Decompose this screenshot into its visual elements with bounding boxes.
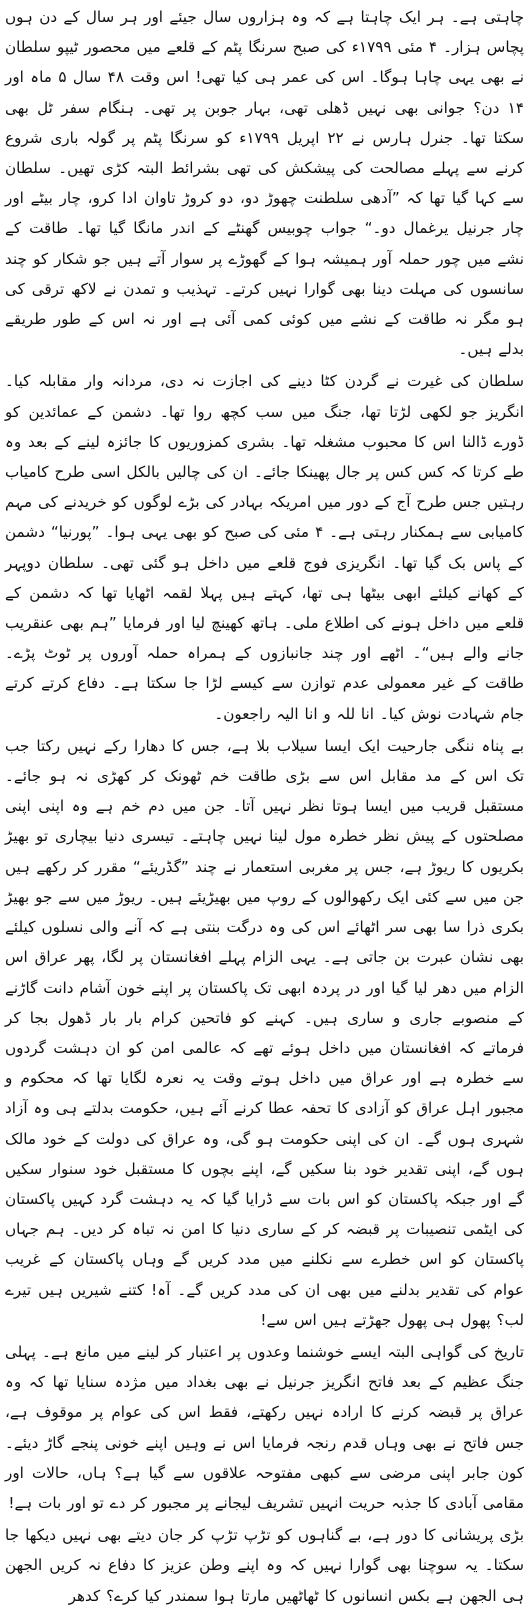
- paragraph-4: تاریخ کی گواہی البتہ ایسے خوشنما وعدوں پر اعتبار کر لینے میں مانع ہے۔ پہلی جنگ عظیم کے بعد فاتح انگریز جرنیل نے بھی بغداد میں مژدہ سنایا تھا کہ وہ عراق پر قبضہ کرنے کا ارادہ نہیں رکھتے، فقط اس کی عوام پر موقوف ہے، جس فاتح نے بھی وہاں قدم رنجہ فرمایا اس نے وہیں اپنے خونی پنجے گاڑ دیئے۔ کون جابر اپنی مرضی سے کبھی مفتوحہ علاقوں سے گیا ہے؟ ہاں، حالات اور مقامی آبادی کا جذبہ حریت انہیں تشریف لیجانے پر مجبور کر دے تو اور بات ہے!: [5, 1342, 524, 1512]
- paragraph-5: بڑی پریشانی کا دور ہے، بے گناہوں کو تڑپ تڑپ کر جان دیتے بھی نہیں دیکھا جا سکتا۔ یہ سوچنا بھی گوارا نہیں کہ وہ اپنے وطن عزیز کا دفاع نہ کریں الجھن ہی الجھن ہے بکس انسانوں کا ٹھاٹھیں مارتا ہوا سمندر کیا کرے؟ کدھر: [5, 1526, 524, 1605]
- paragraph-1: چاہتی ہے۔ ہر ایک چاہتا ہے کہ وہ ہزاروں سال جیئے اور ہر سال کے دن ہوں پچاس ہزار۔ ۴ مئی ۱۷۹۹ء کی صبح سرنگا پٹم کے قلعے میں محصور ٹیپو سلطان نے بھی یہی چاہا ہوگا۔ اس کی عمر ہی کیا تھی! اس وقت ۴۸ سال ۵ ماہ اور ۱۴ دن؟ جوانی بھی نہیں ڈھلی تھی، بہار جوبن پر تھی۔ ہنگام سفر ٹل بھی سکتا تھا۔ جنرل ہارس نے ۲۲ اپریل ۱۷۹۹ء کو سرنگا پٹم پر گولہ باری شروع کرنے سے پہلے مصالحت کی پیشکش کی تھی بشرائط البتہ کڑی تھیں۔ سلطان سے کہا گیا تھا کہ ”آدھی سلطنت چھوڑ دو، دو کروڑ تاوان ادا کرو، چار بیٹے اور چار جرنیل یرغمال دو۔“ جواب چوبیس گھنٹے کے اندر مانگا گیا تھا۔ طاقت کے نشے میں چور حملہ آور ہمیشہ ہوا کے گھوڑے پر سوار آتے ہیں جو شکار کو چند سانسوں کی مہلت دینا بھی گوارا نہیں کرتے۔ تہذیب و تمدن نے لاکھ ترقی کی ہو مگر نہ طاقت کے نشے میں کوئی کمی آئی ہے اور نہ اس کے طور طریقے بدلے ہیں۔: [5, 8, 524, 359]
- paragraph-2: سلطان کی غیرت نے گردن کٹا دینے کی اجازت نہ دی، مردانہ وار مقابلہ کیا۔ انگریز جو لکھی لڑتا تھا، جنگ میں سب کچھ روا تھا۔ دشمن کے عمائدین کو ڈورے ڈالنا اس کا محبوب مشغلہ تھا۔ بشری کمزوریوں کا جائزہ لینے کے بعد وہ طے کرتا کہ کس کس پر جال پھینکا جائے۔ ان کی چالیں بالکل اسی طرح کامیاب رہتیں جس طرح آج کے دور میں امریکہ بہادر کی بڑے لوگوں کو خریدنے کی مہم کامیابی سے ہمکنار رہتی ہے۔ ۴ مئی کی صبح کو بھی یہی ہوا۔ ”پورنیا“ دشمن کے پاس بک گیا تھا۔ انگریزی فوج قلعے میں داخل ہو گئی تھی۔ سلطان دوپہر کے کھانے کیلئے ابھی بیٹھا ہی تھا، کہتے ہیں پہلا لقمہ اٹھایا تھا کہ دشمن کے قلعے میں داخل ہونے کی اطلاع ملی۔ ہاتھ کھینچ لیا اور فرمایا ”ہم بھی عنقریب جانے والے ہیں“۔ اٹھے اور چند جانبازوں کے ہمراہ حملہ آوروں پر ٹوٹ پڑے۔ طاقت کے غیر معمولی عدم توازن سے کیسے لڑا جا سکتا ہے۔ دفاع کرتے کرتے جام شہادت نوش کیا۔ انا للہ و انا الیہ راجعون۔: [5, 372, 524, 723]
- paragraph-3: بے پناہ ننگی جارحیت ایک ایسا سیلاب بلا ہے، جس کا دھارا رکے نہیں رکتا جب تک اس کے مد مقابل اس سے بڑی طاقت خم ٹھونک کر کھڑی نہ ہو جائے۔ مستقبل قریب میں ایسا ہوتا نظر نہیں آتا۔ جن میں دم خم ہے وہ اپنی اپنی مصلحتوں کے پیش نظر خطرہ مول لینا نہیں چاہتے۔ تیسری دنیا بیچاری تو بھیڑ بکریوں کا ریوڑ ہے، جس پر مغربی استعمار نے چند ”گڈریئے“ مقرر کر رکھے ہیں جن میں سے کئی ایک رکھوالوں کے روپ میں بھیڑیئے ہیں۔ ریوڑ میں سے جو بھیڑ بکری ذرا سا بھی سر اٹھائے اس کی وہ درگت بنتی ہے کہ آنے والی نسلوں کیلئے بھی نشان عبرت بن جاتی ہے۔ یہی الزام پہلے افغانستان پر لگا، پھر عراق اس الزام میں دھر لیا گیا اور در پردہ ابھی تک پاکستان پر اپنے خون آشام دانت گاڑنے کے منصوبے جاری و ساری ہیں۔ کہنے کو فاتحین کرام بار بار ڈھول بجا کر فرماتے کہ افغانستان میں داخل ہوئے تھے کہ عالمی امن کو ان دہشت گردوں سے خطرہ ہے اور عراق میں داخل ہوتے وقت یہ نعرہ لگایا تھا کہ محکوم و مجبور اہل عراق کو آزادی کا تحفہ عطا کرنے آئے ہیں، حکومت بدلتے ہی وہ آزاد شہری ہوں گے۔ ان کی اپنی حکومت ہو گی، وہ عراق کی دولت کے خود مالک ہوں گے، اپنی تقدیر خود بنا سکیں گے، اپنے بچوں کا مستقبل خود سنوار سکیں گے اور جبکہ پاکستان کو اس بات سے ڈرایا گیا کہ یہ دہشت گرد کہیں پاکستان کی ایٹمی تنصیبات پر قبضہ کر کے ساری دنیا کا امن نہ تباہ کر دیں۔ ہم جہاں پاکستان کو اس خطرے سے نکلنے میں مدد کریں گے وہاں پاکستان کے غریب عوام کی تقدیر بدلنے میں بھی ان کی مدد کریں گے۔ آہ! کتنے شیریں ہیں تیرے لب؟ پھول ہی پھول جھڑتے ہیں اس سے!: [5, 736, 524, 1329]
